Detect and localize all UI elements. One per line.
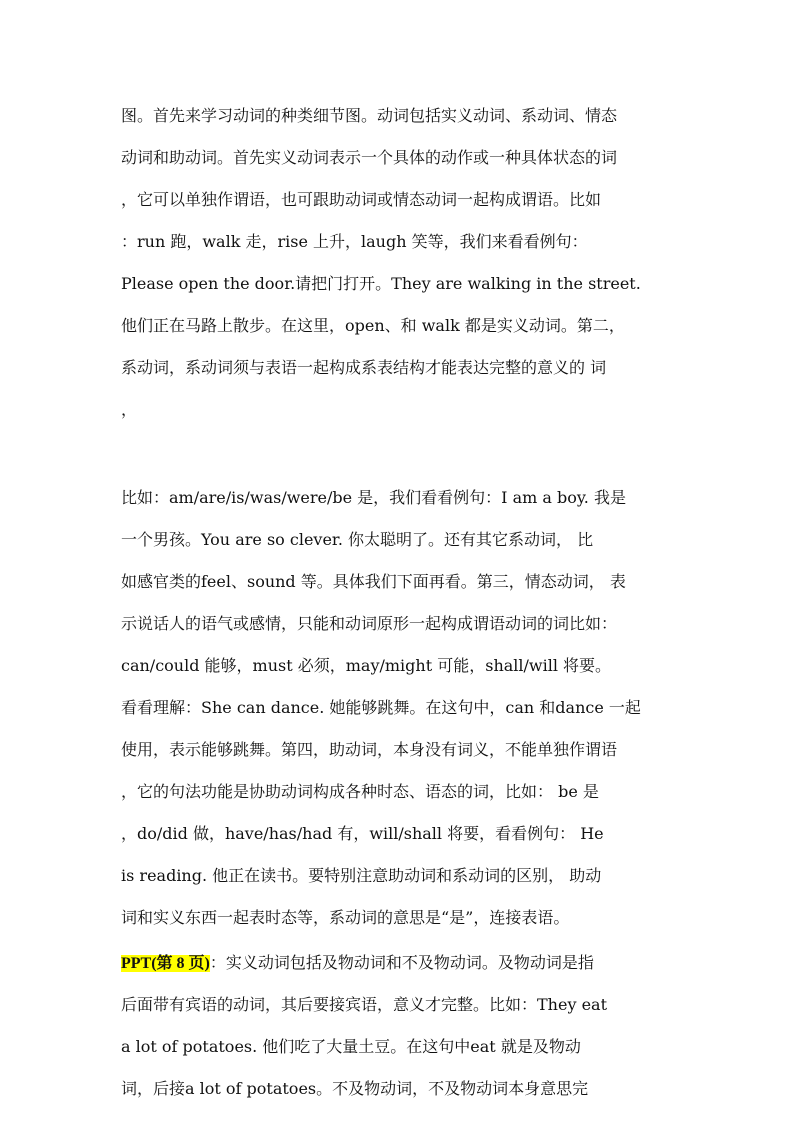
text-line: 比如：am/are/is/was/were/be 是，我们看看例句：I am a boy. 我是	[121, 488, 626, 507]
text-line: ，	[121, 400, 138, 419]
text-line: 他们正在马路上散步。在这里，open、和 walk 都是实义动词。第二，	[121, 316, 625, 335]
text-line: 动词和助动词。首先实义动词表示一个具体的动作或一种具体状态的词	[121, 148, 618, 167]
text-line: 图。首先来学习动词的种类细节图。动词包括实义动词、系动词、情态	[121, 106, 618, 125]
text-line: ，它的句法功能是协助动词构成各种时态、语态的词，比如： be 是	[121, 782, 599, 801]
text-line: 词和实义东西一起表时态等，系动词的意思是“是”，连接表语。	[121, 908, 570, 927]
text-line: ，do/did 做，have/has/had 有，will/shall 将要，看看例句： He	[121, 824, 604, 843]
text-line: 一个男孩。You are so clever. 你太聪明了。还有其它系动词， 比	[121, 530, 594, 549]
text-line: ，它可以单独作谓语，也可跟助动词或情态动词一起构成谓语。比如	[121, 190, 602, 209]
text-line: 系动词，系动词须与表语一起构成系表结构才能表达完整的意义的 词	[121, 358, 607, 377]
text-line: 示说话人的语气或感情，只能和动词原形一起构成谓语动词的词比如：	[121, 614, 618, 633]
text-line: 后面带有宾语的动词，其后要接宾语，意义才完整。比如：They eat	[121, 995, 608, 1014]
text-run: ：实义动词包括及物动词和不及物动词。及物动词是指	[209, 953, 594, 972]
text-line: can/could 能够，must 必须，may/might 可能，shall/will 将要。	[121, 656, 612, 675]
text-line: a lot of potatoes. 他们吃了大量土豆。在这句中eat 就是及物动	[121, 1037, 581, 1056]
text-line: 如感官类的feel、sound 等。具体我们下面再看。第三，情态动词， 表	[121, 572, 626, 591]
text-line: ：run 跑，walk 走，rise 上升，laugh 笑等，我们来看看例句：	[121, 232, 588, 251]
text-line: 使用，表示能够跳舞。第四，助动词，本身没有词义，不能单独作谓语	[121, 740, 618, 759]
text-line: 看看理解：She can dance. 她能够跳舞。在这句中，can 和dance 一起	[121, 698, 641, 717]
text-line-ppt-ref	[121, 948, 681, 978]
text-line: 词，后接a lot of potatoes。不及物动词，不及物动词本身意思完	[121, 1079, 589, 1098]
text-line: is reading. 他正在读书。要特别注意助动词和系动词的区别， 助动	[121, 866, 602, 885]
text-line: Please open the door.请把门打开。They are walking in the street.	[121, 274, 641, 293]
ppt-page-highlight: PPT(第 8 页)	[121, 955, 210, 972]
